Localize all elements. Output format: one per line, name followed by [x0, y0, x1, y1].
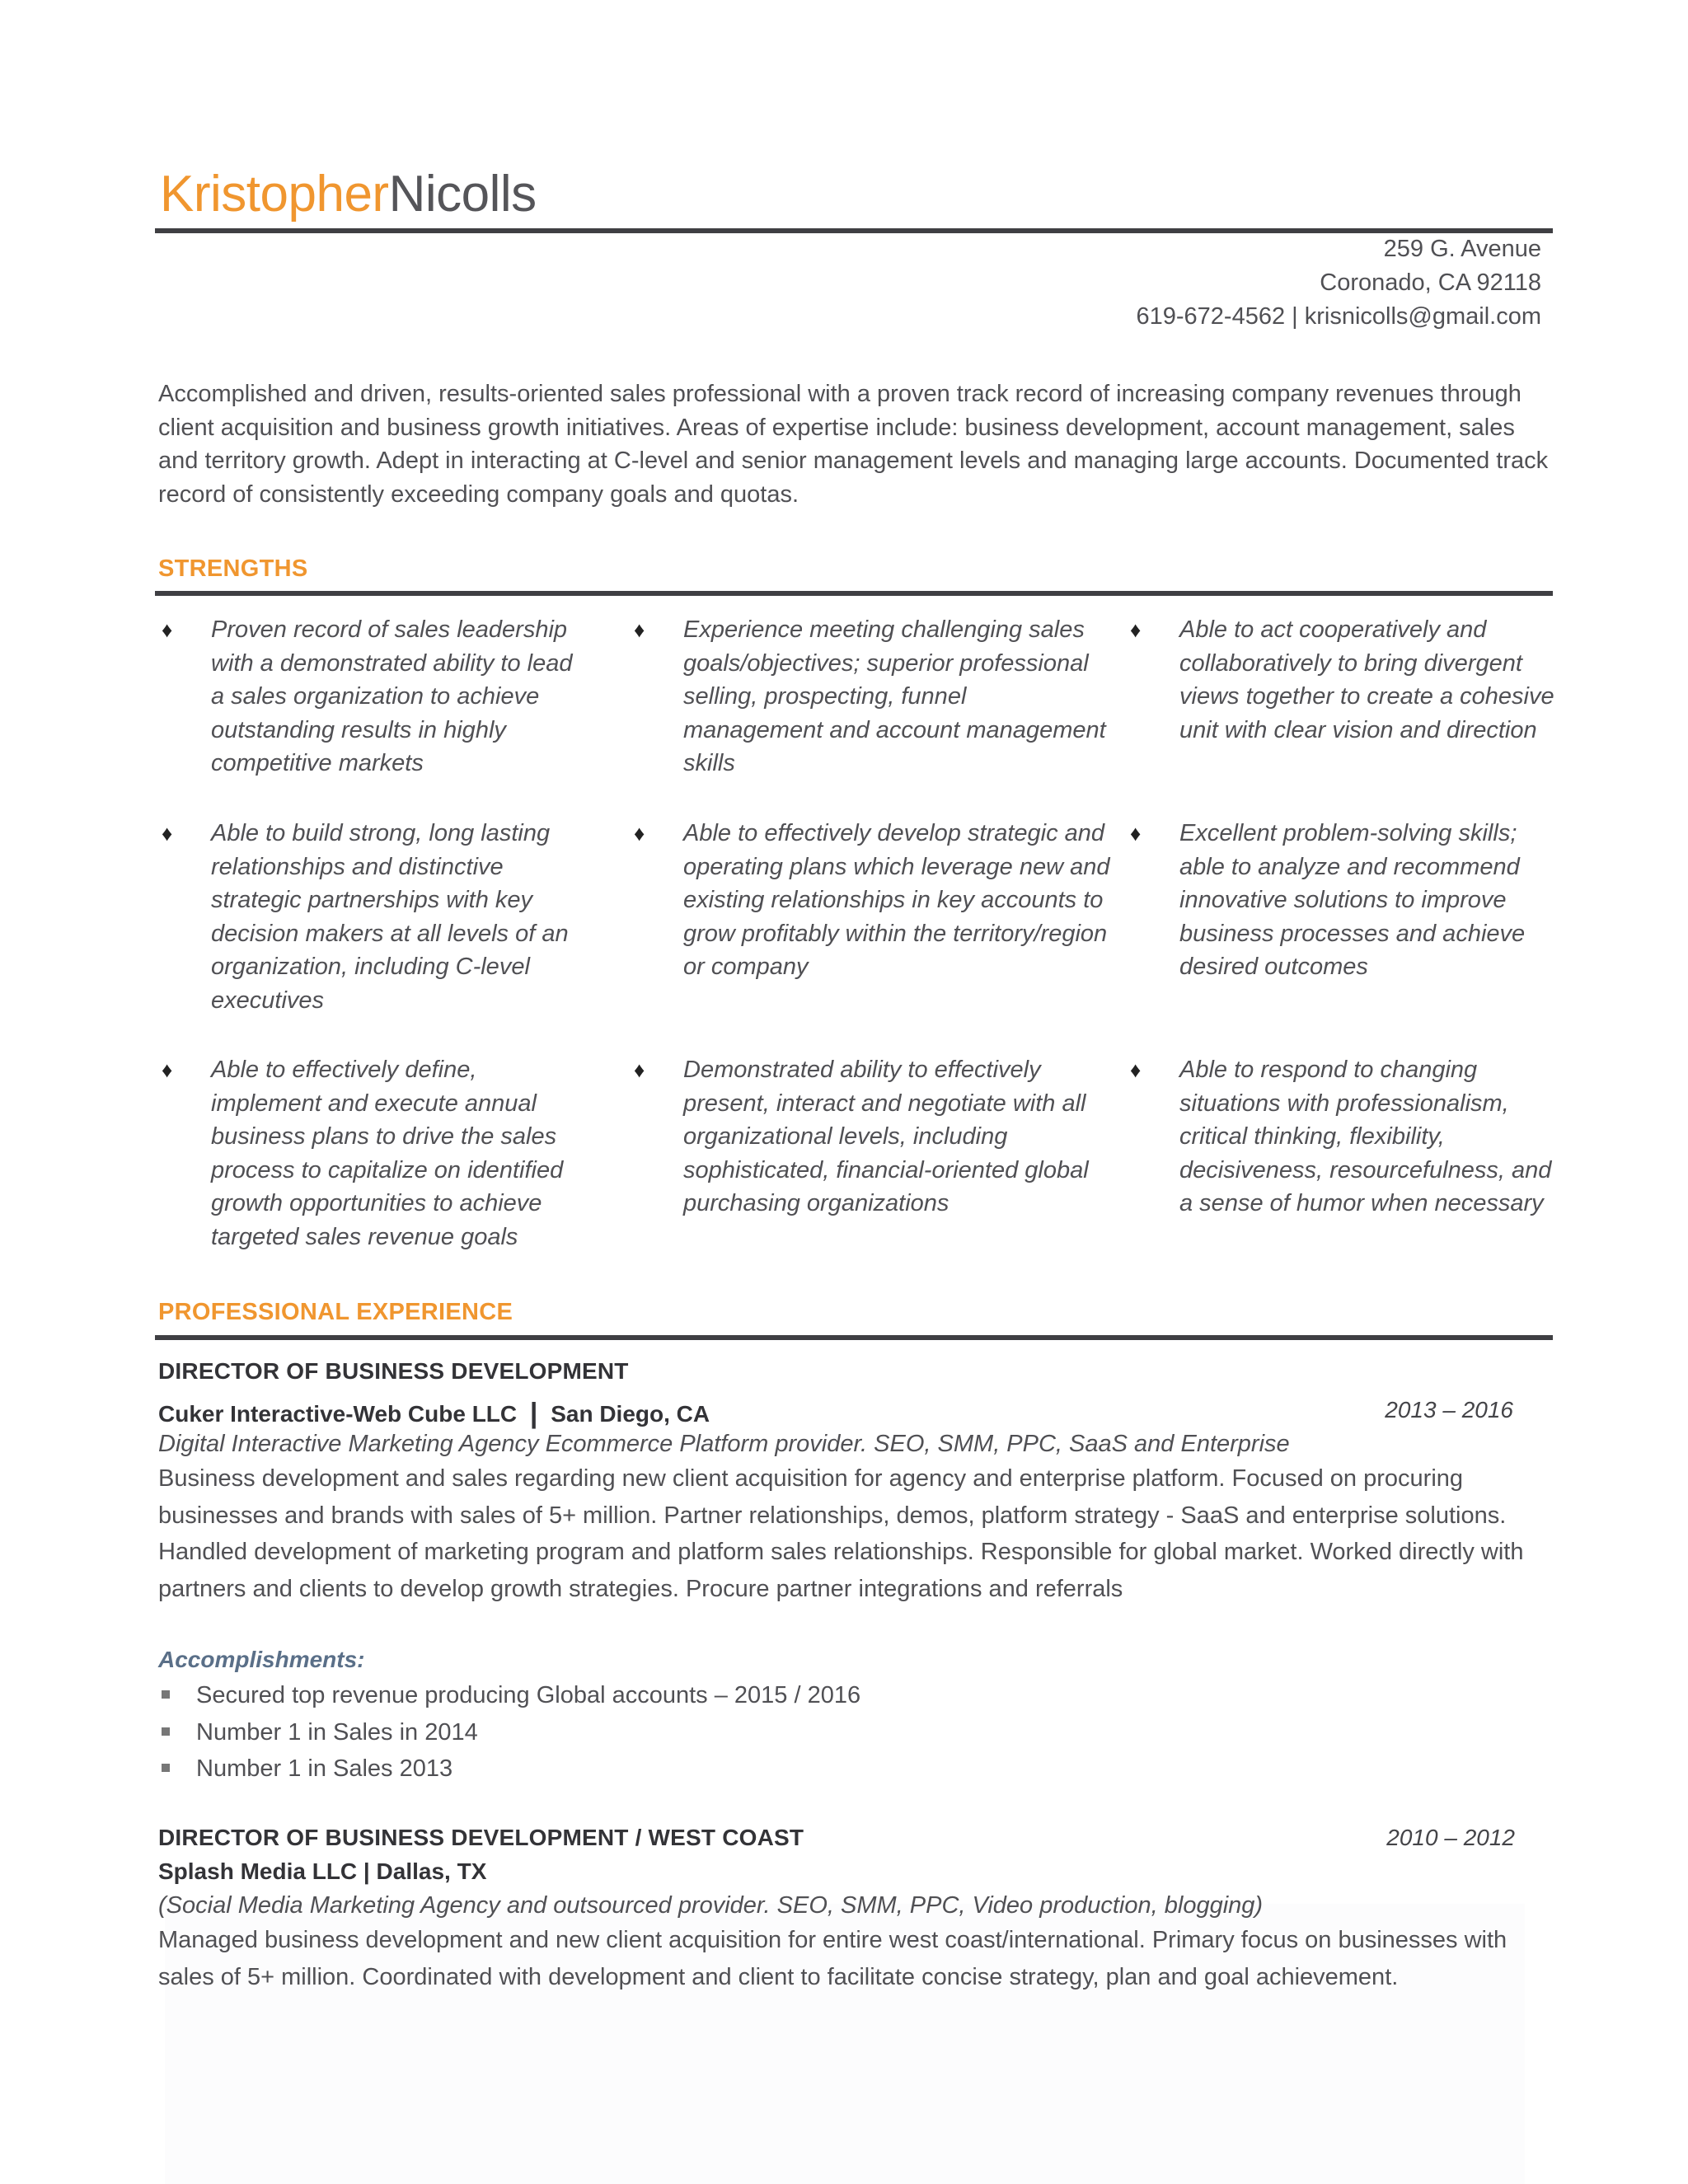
accomplishments-label: Accomplishments:	[158, 1647, 365, 1672]
diamond-bullet-icon: ♦	[634, 821, 645, 846]
strength-text: Experience meeting challenging sales goals/objectives; superior professional selling, prospecting, funnel management and account management skills	[683, 616, 1106, 776]
strength-text: Able to effectively define, implement and execute annual business plans to drive the sales process to capitalize on identified growth opportunities to achieve targeted sales revenue goals	[211, 1057, 564, 1250]
strength-text: Able to build strong, long lasting relationships and distinctive strategic partnerships with key decision makers at all levels of an organization, including C-level executives	[211, 820, 569, 1014]
experience-heading: PROFESSIONAL EXPERIENCE	[158, 1299, 513, 1325]
square-bullet-icon	[162, 1690, 170, 1699]
phone-email: 619-672-4562 | krisnicolls@gmail.com	[1136, 303, 1541, 330]
accomplishment-text: Number 1 in Sales in 2014	[196, 1718, 478, 1746]
separator: |	[529, 1398, 538, 1429]
strength-text: Able to respond to changing situations with professionalism, critical thinking, flexibility, decisiveness, resourcefulness, and a sense of humor when necessary	[1179, 1057, 1552, 1216]
job-dates: 2013 – 2016	[1385, 1397, 1513, 1422]
diamond-bullet-icon: ♦	[1130, 617, 1142, 642]
company-line	[158, 1397, 710, 1429]
address-line-1: 259 G. Avenue	[1383, 236, 1541, 262]
contact-block	[1136, 232, 1541, 334]
company-tagline: (Social Media Marketing Agency and outsourced provider. SEO, SMM, PPC, Video production, blogging)	[158, 1892, 1264, 1919]
company-line: Splash Media LLC | Dallas, TX	[158, 1858, 487, 1884]
accomplishment-text: Number 1 in Sales 2013	[196, 1755, 453, 1782]
job-dates: 2010 – 2012	[1386, 1825, 1515, 1850]
first-name: Kristopher	[160, 166, 389, 223]
diamond-bullet-icon: ♦	[162, 1057, 173, 1082]
company-name: Cuker Interactive-Web Cube LLC	[158, 1401, 518, 1427]
strengths-grid	[158, 613, 1559, 1256]
list-item	[158, 1677, 1147, 1714]
strengths-heading: STRENGTHS	[158, 555, 308, 582]
strength-text: Able to effectively develop strategic and operating plans which leverage new and existing relationships in key accounts to grow profitably within the territory/region or company	[683, 820, 1110, 980]
diamond-bullet-icon: ♦	[634, 617, 645, 642]
diamond-bullet-icon: ♦	[1130, 821, 1142, 846]
list-item	[158, 1750, 1147, 1788]
company-tagline: Digital Interactive Marketing Agency Ecommerce Platform provider. SEO, SMM, PPC, SaaS and Enterprise	[158, 1431, 1290, 1457]
square-bullet-icon	[162, 1764, 170, 1772]
strength-text: Proven record of sales leadership with a demonstrated ability to lead a sales organization to achieve outstanding results in highly competitive markets	[211, 616, 573, 776]
accomplishment-text: Secured top revenue producing Global accounts – 2015 / 2016	[196, 1682, 861, 1708]
list-item	[158, 1714, 1147, 1751]
company-location: San Diego, CA	[551, 1401, 710, 1427]
strengths-divider	[155, 591, 1553, 596]
square-bullet-icon	[162, 1727, 170, 1736]
job-title: DIRECTOR OF BUSINESS DEVELOPMENT	[158, 1358, 629, 1384]
diamond-bullet-icon: ♦	[634, 1057, 645, 1082]
job-description: Managed business development and new client acquisition for entire west coast/international. Primary focus on businesses with sales of 5+ million. Coordinated with development and client to facilitate concise strategy, plan and goal achievement.	[158, 1927, 1507, 1990]
address-line-2: Coronado, CA 92118	[1320, 269, 1541, 296]
professional-summary: Accomplished and driven, results-oriented sales professional with a proven track record of increasing company revenues through client acquisition and business growth initiatives. Areas of expertise include: business development, account management, sales and territory growth. Adept in interacting at C-level and senior management levels and managing large accounts. Documented track record of consistently exceeding company goals and quotas.	[158, 381, 1549, 508]
strength-text: Able to act cooperatively and collaboratively to bring divergent views together to create a cohesive unit with clear vision and direction	[1179, 616, 1554, 743]
strength-text: Demonstrated ability to effectively present, interact and negotiate with all organizational levels, including sophisticated, financial-oriented global purchasing organizations	[683, 1057, 1089, 1216]
experience-divider	[155, 1335, 1553, 1340]
diamond-bullet-icon: ♦	[162, 617, 173, 642]
job-description: Business development and sales regarding new client acquisition for agency and enterprise platform. Focused on procuring businesses and brands with sales of 5+ million. Partner relationships, demos, platform strategy - SaaS and enterprise solutions. Handled development of marketing program and platform sales relationships. Responsible for global market. Worked directly with partners and clients to develop growth strategies. Procure partner integrations and referrals	[158, 1465, 1524, 1602]
accomplishments-list	[158, 1677, 1147, 1788]
strength-text: Excellent problem-solving skills; able to analyze and recommend innovative solutions to improve business processes and achieve desired outcomes	[1179, 820, 1526, 980]
last-name: Nicolls	[388, 166, 537, 223]
job-title: DIRECTOR OF BUSINESS DEVELOPMENT / WEST COAST	[158, 1825, 804, 1850]
diamond-bullet-icon: ♦	[1130, 1057, 1142, 1082]
diamond-bullet-icon: ♦	[162, 821, 173, 846]
candidate-name	[160, 162, 537, 227]
